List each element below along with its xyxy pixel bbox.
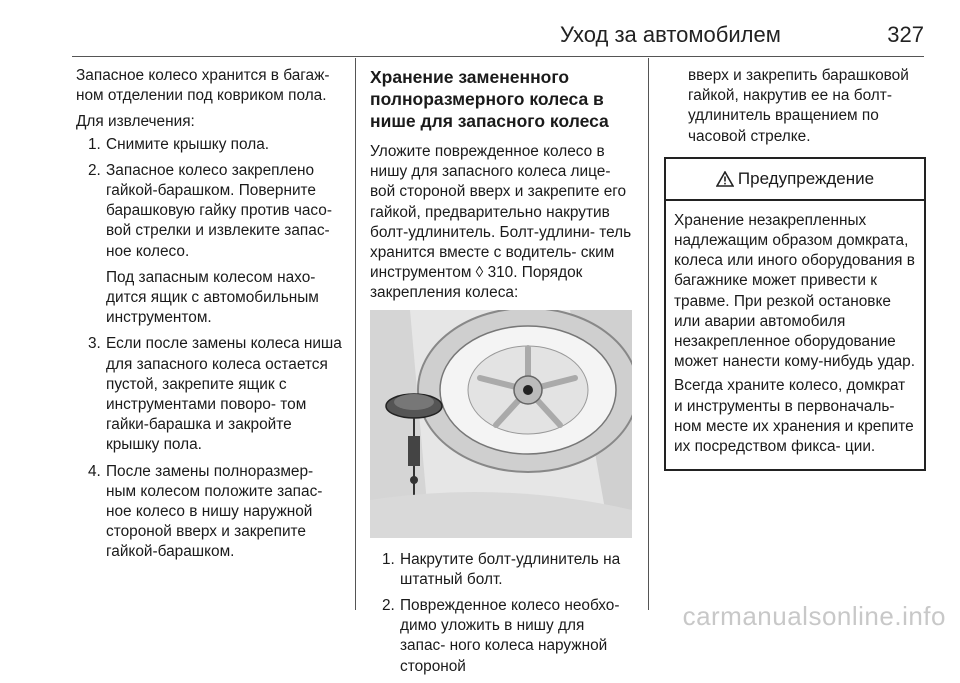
step-text: Запасное колесо закреплено гайкой-барашком. Поверните барашковую гайку против часо- вой стрелки и извлеките запас- ное колесо.	[106, 161, 332, 260]
step-text: Поврежденное колесо необхо- димо уложить в нишу для запас- ного колеса наружной стороной	[400, 597, 620, 675]
removal-steps	[76, 135, 342, 563]
column-3	[664, 66, 926, 471]
list-item	[370, 550, 632, 590]
page-number: 327	[887, 22, 924, 47]
removal-heading: Для извлечения:	[76, 113, 195, 131]
section-heading: Хранение замененного полноразмерного колеса в нише для запасного колеса	[370, 67, 609, 131]
spare-wheel-image	[370, 310, 632, 538]
step-text: Накрутите болт-удлинитель на штатный болт.	[400, 550, 621, 588]
list-item	[76, 334, 342, 455]
column-1	[76, 66, 342, 569]
warning-paragraph-1: Хранение незакрепленных надлежащим образом домкрата, колеса или иного оборудования в багажнике может привести к травме. При резкой остановке или аварии автомобиля незакрепленное оборудование может нанести кому-нибудь удар.	[674, 211, 916, 371]
warning-box	[664, 157, 926, 471]
spare-wheel-illustration	[370, 310, 632, 538]
step-note: Под запасным колесом нахо- дится ящик с автомобильным инструментом.	[106, 268, 319, 327]
watermark: carmanualsonline.info	[682, 601, 946, 631]
continuation-text: вверх и закрепить барашковой гайкой, накрутив ее на болт- удлинитель вращением по часовой стрелке.	[688, 67, 909, 145]
list-item	[370, 596, 632, 677]
fastening-steps	[370, 550, 632, 677]
header-divider	[72, 56, 924, 57]
step-number: 3.	[88, 335, 101, 353]
warning-body	[666, 201, 924, 469]
warning-header	[666, 159, 924, 201]
step-number: 2.	[88, 161, 101, 179]
step-number: 4.	[88, 462, 101, 480]
intro-paragraph: Запасное колесо хранится в багаж- ном отделении под ковриком пола.	[76, 67, 330, 105]
warning-paragraph-2: Всегда храните колесо, домкрат и инструменты в первоначаль- ном месте их хранения и крепите их посредством фикса- ции.	[674, 377, 914, 456]
step-number: 2.	[382, 597, 395, 615]
column-2	[370, 66, 632, 683]
step-number: 1.	[382, 550, 395, 568]
list-item	[76, 161, 342, 262]
step-text: После замены полноразмер- ным колесом положите запас- ное колесо в нишу наружной стороной вверх и закрепите гайкой-барашком.	[106, 462, 323, 561]
step-text: Если после замены колеса ниша для запасного колеса остается пустой, закрепите ящик с инструментами поворо- том гайки-барашка и закройте крышку пола.	[106, 335, 342, 454]
column-divider-2	[648, 58, 649, 610]
column-divider-1	[355, 58, 356, 610]
list-item	[76, 462, 342, 563]
warning-title: Предупреждение	[737, 168, 875, 188]
step-text: Снимите крышку пола.	[106, 135, 270, 153]
step-number: 1.	[88, 135, 101, 153]
warning-triangle-icon	[716, 171, 734, 187]
section-body: Уложите поврежденное колесо в нишу для запасного колеса лице- вой стороной вверх и закрепите его гайкой, предварительно накрутив болт-удлинитель. Болт-удлини- тель хранится вместе с водитель- ским инструментом ◊ 310. Порядок закрепления колеса:	[370, 143, 632, 302]
page-header-title: Уход за автомобилем	[560, 22, 781, 47]
list-item	[76, 135, 342, 155]
